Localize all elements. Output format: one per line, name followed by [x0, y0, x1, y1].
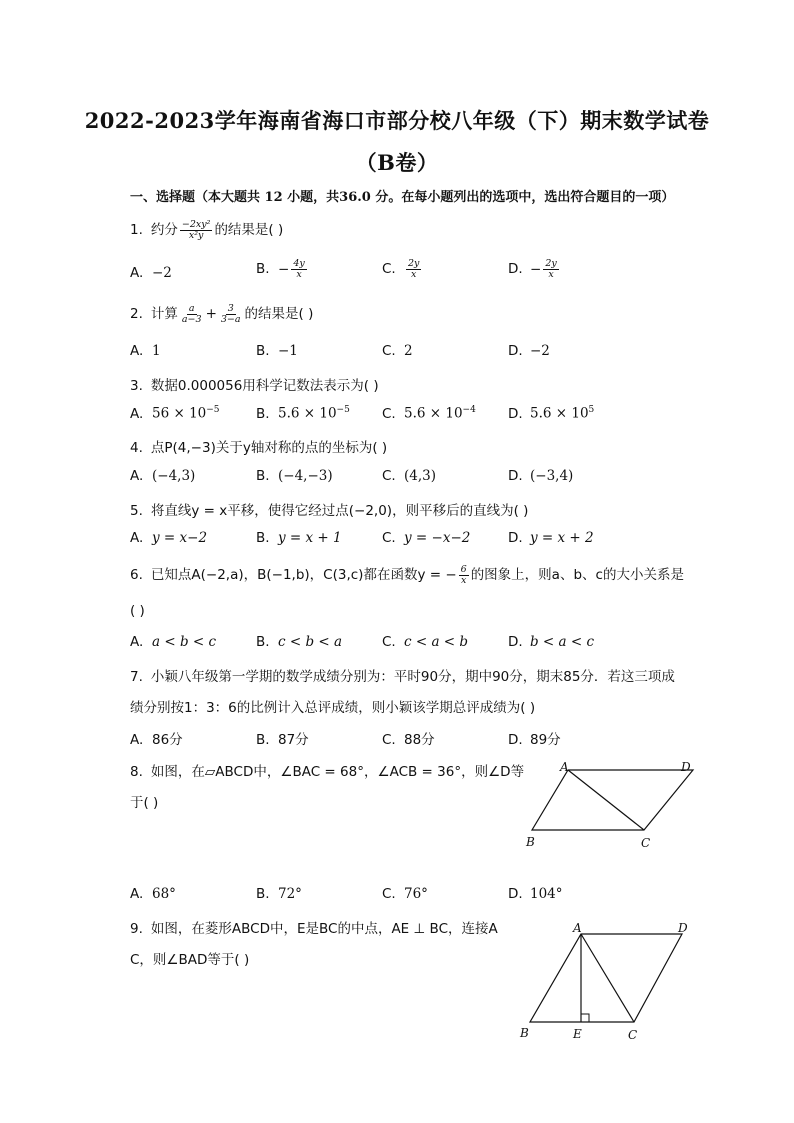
question-text: 约分 [150, 222, 178, 238]
option-label: B. [256, 732, 270, 748]
label-a: A [573, 921, 582, 935]
question-4 [130, 436, 387, 456]
label-b: B [526, 835, 535, 849]
option-label: D. [508, 732, 523, 748]
diagonal-ac [581, 934, 634, 1022]
option-b[interactable] [256, 343, 298, 359]
question-text: 的结果是( ) [214, 222, 284, 238]
question-text: 的结果是( ) [244, 306, 314, 322]
option-b[interactable] [256, 259, 309, 280]
option-text: c < b < a [278, 634, 343, 650]
option-text: −2 [530, 343, 550, 359]
question-3 [130, 374, 379, 394]
option-text: c < a < b [404, 634, 469, 650]
fraction [543, 259, 558, 280]
exponent: 5 [588, 405, 595, 415]
option-c[interactable] [382, 405, 476, 422]
option-label: B. [256, 405, 270, 422]
plus-sign: + [205, 306, 217, 322]
question-text: 的图象上，则a、b、c的大小关系是 [470, 567, 684, 583]
option-c[interactable] [382, 728, 435, 748]
option-label: A. [130, 468, 144, 484]
option-d[interactable] [508, 728, 561, 748]
option-text: 68° [152, 886, 176, 902]
option-sign: − [278, 261, 290, 278]
option-c[interactable] [382, 468, 436, 484]
option-text: a < b < c [152, 634, 217, 650]
exponent: −5 [336, 405, 350, 415]
option-b[interactable] [256, 468, 333, 484]
option-text: b < a < c [530, 634, 595, 650]
parallelogram-figure [518, 757, 698, 852]
option-label: C. [382, 468, 396, 484]
denominator: x [296, 268, 302, 280]
option-text: 87分 [278, 732, 309, 748]
option-text: y = x + 2 [530, 530, 594, 546]
question-6-line2: ( ) [130, 603, 145, 619]
option-d[interactable] [508, 259, 561, 280]
question-text: 计算 [150, 306, 178, 322]
exponent: −4 [462, 405, 476, 415]
question-7 [130, 665, 675, 685]
option-d[interactable] [508, 530, 594, 546]
option-a[interactable] [130, 886, 176, 902]
numerator: a [188, 302, 195, 314]
option-a[interactable] [130, 405, 220, 422]
diagonal-ac [568, 770, 644, 830]
option-d[interactable] [508, 886, 563, 902]
question-2 [130, 302, 313, 324]
option-label: B. [256, 468, 270, 484]
option-label: C. [382, 343, 396, 359]
option-label: B. [256, 261, 270, 278]
numerator: 4y [293, 258, 305, 269]
question-number: 9. [130, 921, 143, 937]
section-heading: 一、选择题（本大题共 12 小题，共36.0 分。在每小题列出的选项中，选出符合题目的一项） [130, 190, 675, 205]
numerator: 6 [460, 563, 467, 575]
option-label: C. [382, 732, 396, 748]
rhombus-abcd [530, 934, 682, 1022]
question-9-line2: C，则∠BAD等于( ) [130, 952, 250, 968]
option-label: C. [382, 530, 396, 546]
question-text: 如图，在菱形ABCD中，E是BC的中点，AE ⊥ BC，连接A [150, 921, 498, 937]
question-number: 4. [130, 440, 143, 456]
denominator: x [411, 268, 417, 280]
option-text: 5.6 × 10 [404, 405, 463, 422]
question-5 [130, 499, 528, 519]
option-text: 1 [152, 343, 161, 359]
question-number: 1. [130, 222, 143, 238]
fraction [459, 565, 469, 586]
option-label: B. [256, 530, 270, 546]
option-text: 5.6 × 10 [278, 405, 337, 422]
option-text: (−4,3) [152, 468, 196, 484]
label-b: B [520, 1026, 529, 1040]
option-label: C. [382, 261, 396, 278]
option-d[interactable] [508, 343, 550, 359]
question-8 [130, 760, 524, 780]
label-d: D [678, 921, 688, 935]
option-text: 104° [530, 886, 563, 902]
question-6 [130, 563, 684, 585]
option-text: 5.6 × 10 [530, 405, 589, 422]
right-angle-mark [581, 1014, 589, 1022]
question-number: 7. [130, 669, 143, 685]
option-c[interactable] [382, 259, 423, 280]
option-a[interactable] [130, 343, 161, 359]
fraction [180, 304, 204, 325]
question-8-line2: 于( ) [130, 795, 159, 811]
option-b[interactable] [256, 886, 302, 902]
question-number: 8. [130, 764, 143, 780]
option-text: (−4,−3) [278, 468, 333, 484]
option-label: A. [130, 405, 144, 422]
rhombus-figure [514, 916, 704, 1044]
option-b[interactable] [256, 634, 342, 650]
option-label: B. [256, 886, 270, 902]
option-a[interactable] [130, 468, 195, 484]
option-d[interactable] [508, 634, 594, 650]
option-label: D. [508, 886, 523, 902]
option-label: A. [130, 886, 144, 902]
option-text: y = x−2 [152, 530, 208, 546]
option-sign: − [530, 261, 542, 278]
exponent: −5 [206, 405, 220, 415]
option-text: 2 [404, 343, 413, 359]
denominator: x²y [188, 229, 204, 241]
option-b[interactable] [256, 405, 350, 422]
option-a[interactable] [130, 634, 216, 650]
option-label: A. [130, 530, 144, 546]
option-label: B. [256, 343, 270, 359]
numerator: 2y [408, 258, 420, 269]
fraction [219, 304, 243, 325]
denominator: a−3 [181, 313, 202, 325]
option-text: −2 [152, 265, 172, 281]
question-7-line2: 绩分别按1：3：6的比例计入总评成绩，则小颖该学期总评成绩为( ) [130, 700, 536, 716]
page-title: 2022-2023学年海南省海口市部分校八年级（下）期末数学试卷 [84, 108, 710, 133]
option-label: D. [508, 468, 523, 484]
fraction [180, 220, 213, 241]
question-number: 5. [130, 503, 143, 519]
option-text: (4,3) [404, 468, 437, 484]
option-a[interactable] [130, 530, 207, 546]
option-text: 76° [404, 886, 428, 902]
option-text: 72° [278, 886, 302, 902]
option-c[interactable] [382, 343, 413, 359]
option-label: A. [130, 634, 144, 650]
question-text: 将直线y = x平移，使得它经过点(−2,0)，则平移后的直线为( ) [150, 503, 529, 519]
question-text: 点P(4,−3)关于y轴对称的点的坐标为( ) [150, 440, 388, 456]
option-d[interactable] [508, 468, 573, 484]
denominator: x [460, 574, 467, 586]
question-text: 小颖八年级第一学期的数学成绩分别为：平时90分，期中90分，期末85分．若这三项成 [150, 669, 675, 685]
option-label: C. [382, 634, 396, 650]
question-text: 如图，在▱ABCD中，∠BAC = 68°，∠ACB = 36°，则∠D等 [150, 764, 525, 780]
question-text: 已知点A(−2,a)，B(−1,b)，C(3,c)都在函数y = − [150, 567, 457, 583]
option-text: 86分 [152, 732, 183, 748]
question-text: 数据0.000056用科学记数法表示为( ) [150, 378, 379, 394]
option-label: D. [508, 634, 523, 650]
question-number: 6. [130, 567, 143, 583]
option-label: B. [256, 634, 270, 650]
option-text: 56 × 10 [152, 405, 207, 422]
option-a[interactable] [130, 728, 183, 748]
option-a[interactable] [130, 265, 172, 281]
fraction [406, 259, 421, 280]
question-number: 3. [130, 378, 143, 394]
option-text: 88分 [404, 732, 435, 748]
label-c: C [641, 836, 651, 850]
option-label: D. [508, 261, 523, 278]
option-text: −1 [278, 343, 298, 359]
option-label: C. [382, 886, 396, 902]
option-b[interactable] [256, 728, 309, 748]
label-a: A [560, 760, 569, 774]
option-b[interactable] [256, 530, 342, 546]
option-text: y = −x−2 [404, 530, 471, 546]
fraction [291, 259, 306, 280]
option-text: 89分 [530, 732, 561, 748]
numerator: 2y [545, 258, 557, 269]
option-label: D. [508, 343, 523, 359]
option-label: A. [130, 732, 144, 748]
denominator: 3−a [220, 313, 241, 325]
denominator: x [548, 268, 554, 280]
question-9 [130, 917, 498, 937]
option-label: D. [508, 405, 523, 422]
option-d[interactable] [508, 405, 594, 422]
parallelogram-abcd [532, 770, 693, 830]
label-c: C [628, 1028, 638, 1042]
label-e: E [573, 1027, 582, 1041]
numerator: 3 [227, 302, 234, 314]
option-label: C. [382, 405, 396, 422]
option-label: A. [130, 343, 144, 359]
label-d: D [681, 760, 691, 774]
option-c[interactable] [382, 886, 428, 902]
option-label: D. [508, 530, 523, 546]
option-c[interactable] [382, 634, 468, 650]
question-number: 2. [130, 306, 143, 322]
page-subtitle: （B卷） [355, 150, 439, 175]
option-label: A. [130, 265, 144, 281]
question-1 [130, 218, 283, 240]
option-text: (−3,4) [530, 468, 574, 484]
option-c[interactable] [382, 530, 470, 546]
option-text: y = x + 1 [278, 530, 342, 546]
numerator: −2xy² [181, 218, 211, 230]
